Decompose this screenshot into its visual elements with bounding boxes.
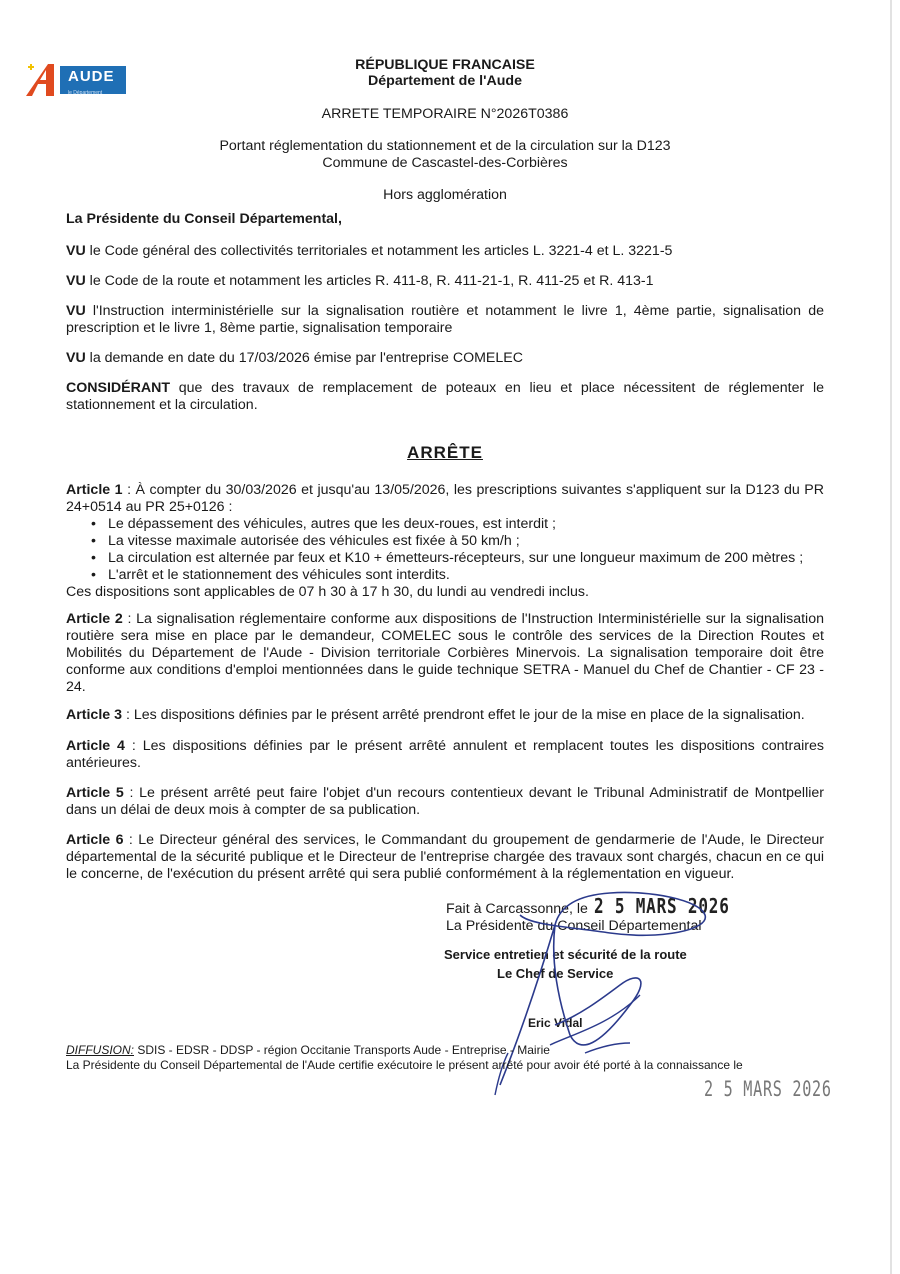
- article-label: Article 1: [66, 482, 123, 498]
- diffusion-line: [66, 1043, 550, 1058]
- article-5: [66, 785, 824, 819]
- article-text: : Le Directeur général des services, le Commandant du groupement de gendarmerie de l'Aude, le Directeur départemental de la sécurité publique et le Directeur de l'entreprise chargée des travaux sont chargés, chacun en ce qui le concerne, de l'exécution du présent arrêté qui sera publié conformément à la réglementation en vigueur.: [66, 832, 824, 882]
- diffusion-text: SDIS - EDSR - DDSP - région Occitanie Transports Aude - Entreprise - Mairie: [134, 1043, 550, 1057]
- arrete-title: ARRÊTE: [407, 443, 483, 462]
- visa-lead: VU: [66, 243, 86, 259]
- logo-caption: le Département: [68, 90, 103, 96]
- logo-text: AUDE: [68, 68, 115, 85]
- visa-lead: VU: [66, 303, 86, 319]
- signature-role: La Présidente du Conseil Départemental: [446, 918, 702, 934]
- certify-line: La Présidente du Conseil Départemental de l'Aude certifie exécutoire le présent arrêté pour avoir été porté à la connaissance le: [66, 1058, 743, 1072]
- article-text: : Les dispositions définies par le présent arrêté prendront effet le jour de la mise en place de la signalisation.: [122, 707, 805, 723]
- article-4: [66, 738, 824, 772]
- visa-text: le Code général des collectivités territoriales et notamment les articles L. 3221-4 et L. 3221-5: [85, 243, 673, 259]
- arrete-number: ARRETE TEMPORAIRE N°2026T0386: [321, 106, 569, 122]
- article-label: Article 2: [66, 611, 123, 627]
- considerant-lead: CONSIDÉRANT: [66, 380, 171, 396]
- president-line: La Présidente du Conseil Départemental,: [66, 211, 342, 227]
- page-edge: [890, 0, 892, 1274]
- signature-place: Fait à Carcassonne, le: [446, 901, 588, 917]
- considerant: [66, 380, 824, 414]
- visa-text: le Code de la route et notamment les articles R. 411-8, R. 411-21-1, R. 411-25 et R. 413-1: [85, 273, 654, 289]
- prescription-item: • La circulation est alternée par feux et K10 + émetteurs-récepteurs, sur une longueur maximum de 200 mètres ;: [66, 550, 824, 567]
- republic-title: RÉPUBLIQUE FRANCAISE: [355, 57, 535, 73]
- department-title: Département de l'Aude: [368, 73, 522, 89]
- subject-line-2: Commune de Cascastel-des-Corbières: [322, 155, 568, 171]
- considerant-text: que des travaux de remplacement de poteaux en lieu et place nécessitent de réglementer le stationnement et la circulation.: [66, 380, 824, 413]
- prescription-item: • L'arrêt et le stationnement des véhicules sont interdits.: [66, 567, 824, 584]
- article-1: [66, 482, 824, 601]
- article-6: [66, 832, 824, 883]
- service-stamp: Service entretien et sécurité de la route: [444, 947, 687, 962]
- chief-stamp: Le Chef de Service: [497, 966, 614, 981]
- article-3: [66, 707, 824, 724]
- location: Hors agglomération: [383, 187, 507, 203]
- diffusion-label: DIFFUSION:: [66, 1043, 134, 1057]
- visa-2: [66, 273, 824, 290]
- visa-3: [66, 303, 824, 337]
- article-label: Article 3: [66, 707, 122, 723]
- visa-lead: VU: [66, 273, 86, 289]
- prescription-item: • La vitesse maximale autorisée des véhicules est fixée à 50 km/h ;: [66, 533, 824, 550]
- subject-line-1: Portant réglementation du stationnement et de la circulation sur la D123: [219, 138, 671, 154]
- article-label: Article 5: [66, 785, 124, 801]
- schedule: Ces dispositions sont applicables de 07 h 30 à 17 h 30, du lundi au vendredi inclus.: [66, 584, 589, 600]
- visa-text: l'Instruction interministérielle sur la signalisation routière et notamment le livre 1, 4ème partie, signalisation de prescription et le livre 1, 8ème partie, signalisation temporaire: [66, 303, 824, 336]
- visa-4: [66, 350, 824, 367]
- prescription-list: [66, 516, 824, 584]
- article-label: Article 6: [66, 832, 124, 848]
- visa-text: la demande en date du 17/03/2026 émise par l'entreprise COMELEC: [85, 350, 523, 366]
- visa-1: [66, 243, 824, 260]
- visa-lead: VU: [66, 350, 86, 366]
- article-2: [66, 611, 824, 696]
- article-label: Article 4: [66, 738, 125, 754]
- prescription-item: • Le dépassement des véhicules, autres que les deux-roues, est interdit ;: [66, 516, 824, 533]
- article-text: : Le présent arrêté peut faire l'objet d'un recours contentieux devant le Tribunal Administratif de Montpellier dans un délai de deux mois à compter de sa publication.: [66, 785, 824, 818]
- publication-date-stamp: 2 5 MARS 2026: [704, 1077, 832, 1101]
- article-text: : Les dispositions définies par le présent arrêté annulent et remplacent toutes les dispositions contraires antérieures.: [66, 738, 824, 771]
- date-stamp: 2 5 MARS 2026: [594, 894, 730, 918]
- signatory-name: Eric Vidal: [528, 1016, 583, 1030]
- article-text: : La signalisation réglementaire conforme aux dispositions de l'Instruction Interministérielle sur la signalisation routière sera mise en place par le demandeur, COMELEC sous le contrôle des services de la Direction Routes et Mobilités du Département de l'Aude - Division territoriale Corbières Minervois. La signalisation temporaire doit être conforme aux conditions d'emploi mentionnées dans le guide technique SETRA - Manuel du Chef de Chantier - CF 23 - 24.: [66, 611, 824, 695]
- article-text: : À compter du 30/03/2026 et jusqu'au 13/05/2026, les prescriptions suivantes s'appliquent sur la D123 du PR 24+0514 au PR 25+0126 :: [66, 482, 824, 515]
